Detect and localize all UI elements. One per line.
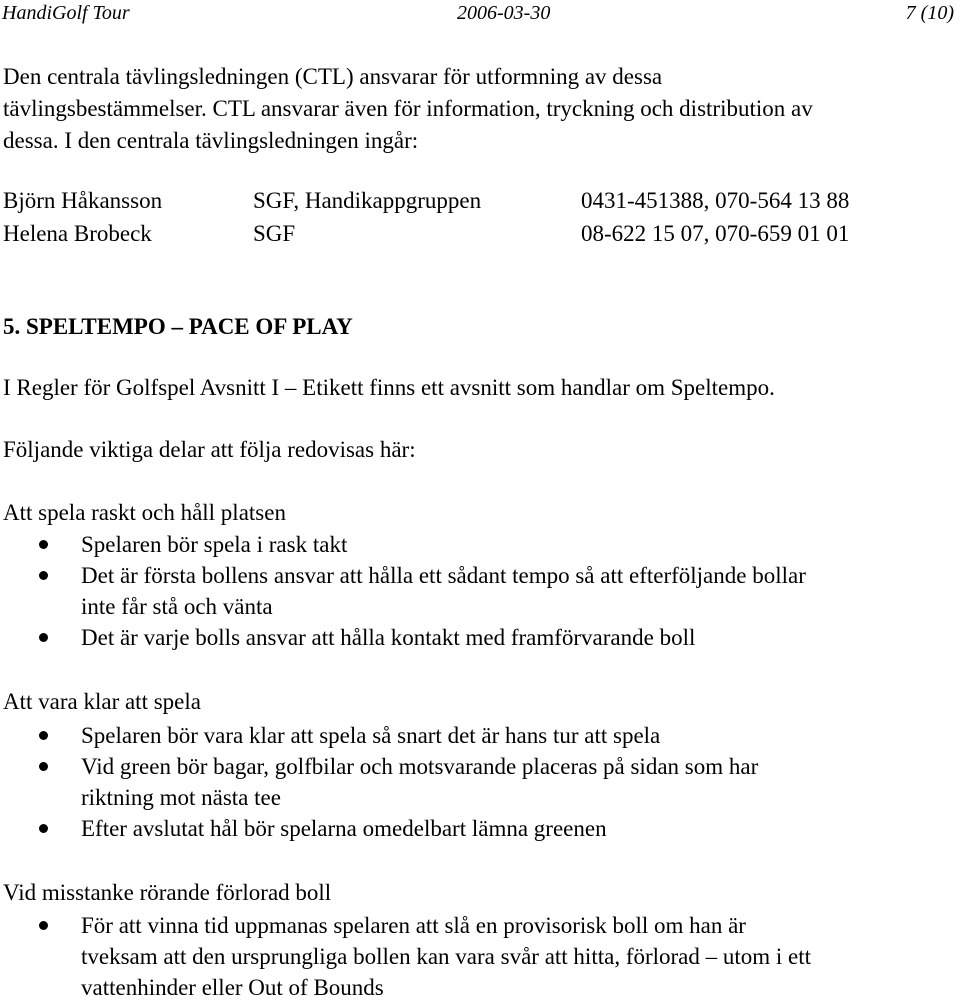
list-item-line: tveksam att den ursprungliga bollen kan vara svår att hitta, förlorad – utom i ett (81, 944, 812, 969)
contact-row (0, 185, 960, 217)
section-intro-paragraph: I Regler för Golfspel Avsnitt I – Etikett finns ett avsnitt som handlar om Speltempo. (3, 375, 775, 400)
contact-name: Björn Håkansson (3, 188, 163, 213)
intro-line: dessa. I den centrala tävlingsledningen ingår: (3, 128, 419, 153)
bullet-icon (39, 921, 48, 930)
list-item-line: För att vinna tid uppmanas spelaren att slå en provisorisk boll om han är (81, 913, 746, 938)
list-item-line: vattenhinder eller Out of Bounds (81, 975, 384, 1000)
list-item-line: Efter avslutat hål bör spelarna omedelbart lämna greenen (81, 816, 607, 841)
intro-paragraph (3, 61, 813, 157)
list-item-line: Det är första bollens ansvar att hålla ett sådant tempo så att efterföljande bollar (81, 563, 806, 588)
list-item (0, 560, 960, 622)
list-item-line: Spelaren bör vara klar att spela så snart det är hans tur att spela (81, 723, 661, 748)
group-title: Att vara klar att spela (3, 689, 201, 714)
bullet-icon (39, 633, 48, 642)
list-item (0, 529, 960, 560)
list-item-line: Vid green bör bagar, golfbilar och motsvarande placeras på sidan som har (81, 754, 759, 779)
contact-row (0, 218, 960, 250)
group-title: Vid misstanke rörande förlorad boll (3, 880, 332, 905)
contact-org: SGF, Handikappgruppen (253, 188, 482, 213)
bullet-list (0, 910, 960, 1003)
section-subintro-paragraph: Följande viktiga delar att följa redovisas här: (3, 437, 416, 462)
contact-phone: 0431-451388, 070-564 13 88 (581, 188, 850, 213)
header-title: HandiGolf Tour (2, 2, 130, 24)
bullet-icon (39, 731, 48, 740)
bullet-icon (39, 540, 48, 549)
section-heading: 5. SPELTEMPO – PACE OF PLAY (3, 314, 353, 339)
list-item-line: riktning mot nästa tee (81, 785, 281, 810)
list-item (0, 751, 960, 813)
bullet-icon (39, 571, 48, 580)
intro-line: tävlingsbestämmelser. CTL ansvarar även för information, tryckning och distribution av (3, 96, 813, 121)
bullet-icon (39, 824, 48, 833)
list-item (0, 910, 960, 1003)
bullet-list (0, 529, 960, 653)
list-item (0, 622, 960, 653)
list-item-line: Det är varje bolls ansvar att hålla kontakt med framförvarande boll (81, 625, 696, 650)
group-title: Att spela raskt och håll platsen (3, 500, 286, 525)
contact-phone: 08-622 15 07, 070-659 01 01 (581, 221, 850, 246)
list-item-line: Spelaren bör spela i rask takt (81, 532, 348, 557)
list-item (0, 813, 960, 844)
bullet-list (0, 720, 960, 844)
intro-line: Den centrala tävlingsledningen (CTL) ansvarar för utformning av dessa (3, 64, 663, 89)
header-date: 2006-03-30 (457, 2, 551, 24)
header-page-number: 7 (10) (905, 2, 954, 24)
contact-org: SGF (253, 221, 296, 246)
bullet-icon (39, 762, 48, 771)
list-item (0, 720, 960, 751)
list-item-line: inte får stå och vänta (81, 594, 273, 619)
contact-name: Helena Brobeck (3, 221, 152, 246)
page-header (0, 2, 960, 26)
